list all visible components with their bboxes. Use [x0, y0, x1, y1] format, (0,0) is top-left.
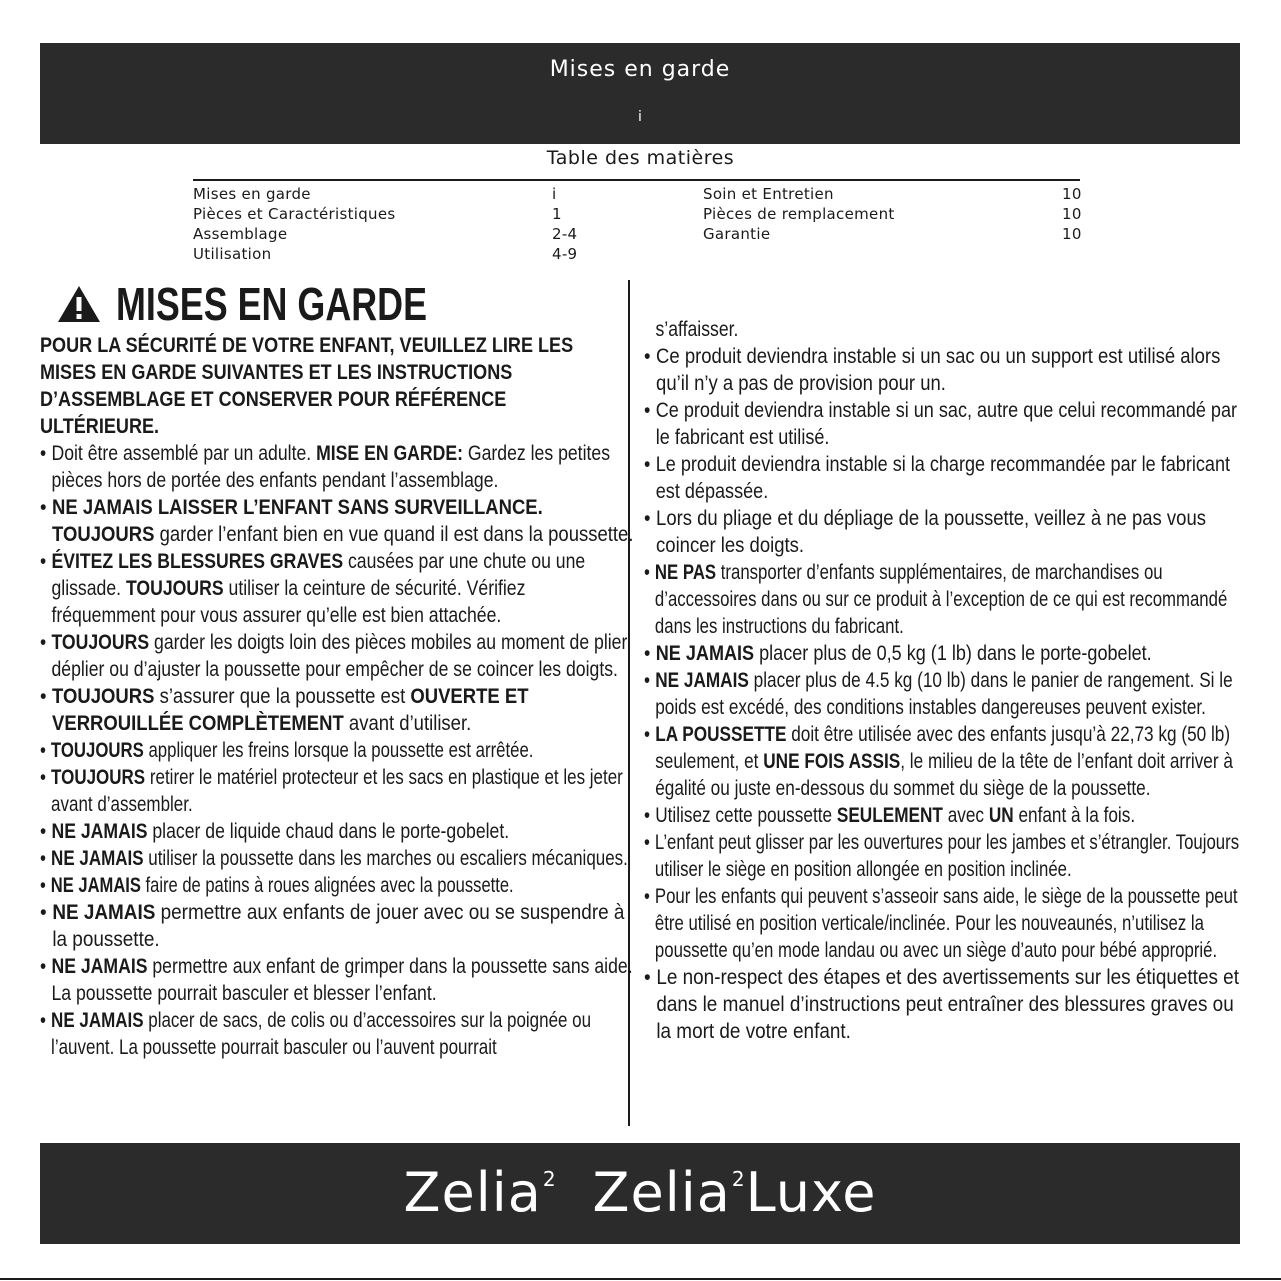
warning-item: [40, 494, 634, 548]
warning-item: [40, 953, 634, 1007]
warning-item: [644, 559, 1247, 640]
brand-superscript-luxe: 2: [731, 1167, 746, 1191]
warning-item: [644, 721, 1247, 802]
warning-text: doit être utilisée avec des enfants jusqu’à 22,73 kg (50 lb) seulement, et: [655, 722, 1231, 773]
bullet-icon: •: [644, 884, 650, 908]
warning-item: [40, 440, 634, 494]
warning-text: causées par une chute ou une glissade.: [51, 549, 586, 600]
bullet-icon: •: [644, 506, 651, 530]
warning-emphasis: TOUJOURS: [52, 522, 155, 546]
bullet-icon: •: [644, 398, 651, 422]
warnings-heading: [56, 278, 622, 330]
warning-text: Utilisez cette poussette: [655, 803, 837, 827]
warnings-title: MISES EN GARDE: [116, 278, 428, 330]
warning-emphasis: TOUJOURS: [125, 576, 224, 600]
bullet-icon: •: [644, 344, 651, 368]
bullet-icon: •: [644, 452, 651, 476]
warning-text: enfant à la fois.: [1013, 803, 1136, 827]
warning-emphasis: NE JAMAIS LAISSER L’ENFANT SANS SURVEILLANCE.: [52, 495, 543, 519]
page-title: Mises en garde: [549, 57, 731, 82]
warning-item: [40, 548, 634, 629]
warning-item: [40, 764, 633, 818]
warning-emphasis: TOUJOURS: [50, 738, 144, 762]
bullet-icon: •: [40, 549, 47, 573]
warning-emphasis: UN: [988, 803, 1014, 827]
warning-text: transporter d’enfants supplémentaires, de marchandises ou d’accessoires dans ou sur ce produit à l’exception de ce qui est recommandé dans les instructions du fabricant.: [654, 560, 1228, 638]
bullet-icon: •: [644, 641, 651, 665]
warning-text: garder les doigts loin des pièces mobiles au moment de plier, déplier ou d’ajuster la poussette pour empêcher de se coincer les doigts.: [51, 630, 632, 681]
warning-item: [40, 845, 633, 872]
toc-page: 10: [1062, 225, 1082, 243]
bullet-icon: •: [644, 560, 650, 584]
warning-text: Lors du pliage et du dépliage de la poussette, veillez à ne pas vous coincer les doigts.: [656, 506, 1206, 557]
warning-item: [644, 667, 1247, 721]
warning-text: permettre aux enfant de grimper dans la poussette sans aide. La poussette pourrait basculer et blesser l’enfant.: [51, 954, 633, 1005]
warning-item: [644, 505, 1248, 559]
warnings-intro: POUR LA SÉCURITÉ DE VOTRE ENFANT, VEUILLEZ LIRE LES MISES EN GARDE SUIVANTES ET LES INSTRUCTIONS D’ASSEMBLAGE ET CONSERVER POUR RÉFÉRENCE ULTÉRIEURE.: [40, 333, 574, 438]
warning-text: Doit être assemblé par un adulte.: [51, 441, 317, 465]
warning-text: Pour les enfants qui peuvent s’asseoir sans aide, le siège de la poussette peut être utilisé en position verticale/inclinée. Pour les nouveaunés, n’utilisez la poussette qu’en mode landau ou avec un siège d’auto pour bébé approprié.: [654, 884, 1238, 962]
warning-text: utiliser la poussette dans les marches ou escaliers mécaniques.: [143, 846, 628, 870]
toc-page: 1: [552, 205, 562, 223]
page-number: i: [638, 109, 642, 125]
warning-text: placer plus de 0,5 kg (1 lb) dans le porte-gobelet.: [754, 641, 1152, 665]
page-bottom-rule: [0, 1278, 1281, 1280]
warning-text: Le non-respect des étapes et des avertissements sur les étiquettes et dans le manuel d’instructions peut entraîner des blessures graves ou la mort de votre enfant.: [656, 965, 1239, 1043]
warning-text: L’enfant peut glisser par les ouvertures pour les jambes et s’étrangler. Toujours utiliser le siège en position allongée en position inclinée.: [654, 830, 1240, 881]
brand-logo: [40, 1161, 1240, 1224]
bullet-icon: •: [40, 738, 46, 762]
warning-text: placer de liquide chaud dans le porte-gobelet.: [147, 819, 510, 843]
bullet-icon: •: [40, 819, 47, 843]
bullet-icon: •: [40, 954, 47, 978]
warning-text: retirer le matériel protecteur et les sacs en plastique et les jeter avant d’assembler.: [51, 765, 623, 816]
warning-text: Gardez les petites pièces hors de portée des enfants pendant l’assemblage.: [51, 441, 611, 492]
warning-emphasis: ÉVITEZ LES BLESSURES GRAVES: [51, 549, 344, 573]
toc-label: Assemblage: [193, 225, 288, 243]
bullet-icon: •: [40, 900, 47, 924]
bullet-icon: •: [644, 965, 651, 989]
bullet-icon: •: [644, 668, 651, 692]
warning-item: [40, 737, 633, 764]
warning-text: permettre aux enfants de jouer avec ou se suspendre à la poussette.: [52, 900, 625, 951]
header-band: [40, 43, 1240, 144]
warning-emphasis: UNE FOIS ASSIS: [763, 749, 901, 773]
warning-text: s’assurer que la poussette est: [154, 684, 411, 708]
bullet-icon: •: [40, 1008, 46, 1032]
warning-item: [40, 872, 633, 899]
warning-item: [40, 1007, 633, 1061]
warning-emphasis: SEULEMENT: [836, 803, 943, 827]
toc-label: Soin et Entretien: [703, 185, 834, 203]
toc-label: Pièces et Caractéristiques: [193, 205, 396, 223]
warning-emphasis: NE JAMAIS: [655, 668, 749, 692]
warning-emphasis: NE JAMAIS: [51, 819, 148, 843]
warning-triangle-icon: [56, 284, 102, 324]
warning-emphasis: NE PAS: [654, 560, 717, 584]
warning-text: avant d’utiliser.: [343, 711, 472, 735]
warning-text: appliquer les freins lorsque la poussette est arrêtée.: [143, 738, 534, 762]
toc-page: 10: [1062, 185, 1082, 203]
bullet-icon: •: [40, 765, 46, 789]
bullet-icon: •: [644, 803, 651, 827]
warning-item: [644, 802, 1247, 829]
bullet-icon: •: [40, 630, 47, 654]
toc-label: Mises en garde: [193, 185, 311, 203]
warning-item: [644, 343, 1248, 397]
brand-name-luxe: Zelia: [592, 1161, 731, 1224]
toc-page: 4-9: [552, 245, 578, 263]
brand-name: Zelia: [403, 1161, 542, 1224]
bullet-icon: •: [644, 722, 651, 746]
warning-text: Le produit deviendra instable si la charge recommandée par le fabricant est dépassée.: [655, 452, 1231, 503]
warning-emphasis: NE JAMAIS: [51, 846, 144, 870]
warning-emphasis: NE JAMAIS: [655, 641, 755, 665]
warnings-right-column: [644, 316, 1240, 1045]
brand-suffix: Luxe: [745, 1161, 877, 1224]
warnings-left-column: [40, 278, 634, 1061]
warning-item: [644, 883, 1247, 964]
bullet-icon: •: [40, 846, 46, 870]
warning-emphasis: TOUJOURS: [52, 684, 155, 708]
bullet-icon: •: [40, 684, 47, 708]
warning-text: Ce produit deviendra instable si un sac ou un support est utilisé alors qu’il n’y a pas de provision pour un.: [656, 344, 1221, 395]
warning-text: placer plus de 4.5 kg (10 lb) dans le panier de rangement. Si le poids est excédé, des conditions instables dangereuses peuvent exister.: [655, 668, 1233, 719]
bullet-icon: •: [40, 873, 46, 897]
warning-emphasis: OUVERTE ET VERROUILLÉE COMPLÈTEMENT: [52, 684, 529, 735]
brand-superscript: 2: [542, 1167, 557, 1191]
warning-emphasis: MISE EN GARDE:: [316, 441, 464, 465]
toc-label: Utilisation: [193, 245, 272, 263]
warning-emphasis: TOUJOURS: [51, 765, 146, 789]
warning-item: [644, 451, 1248, 505]
warning-emphasis: NE JAMAIS: [50, 873, 141, 897]
warning-item: [644, 397, 1248, 451]
warning-item: [40, 899, 634, 953]
toc-divider: [193, 179, 1080, 181]
warning-text: utiliser la ceinture de sécurité. Vérifiez fréquemment pour vous assurer qu’elle est bien attachée.: [51, 576, 526, 627]
warning-text: placer de sacs, de colis ou d’accessoires sur la poignée ou l’auvent. La poussette pourrait basculer ou l’auvent pourrait: [51, 1008, 592, 1059]
warning-text: Ce produit deviendra instable si un sac, autre que celui recommandé par le fabricant est utilisé.: [655, 398, 1238, 449]
bullet-icon: •: [40, 441, 47, 465]
warning-emphasis: NE JAMAIS: [51, 954, 148, 978]
toc-title: Table des matières: [546, 147, 735, 169]
toc-label: Garantie: [703, 225, 771, 243]
warning-item: [644, 640, 1248, 667]
footer-band: [40, 1143, 1240, 1244]
warning-item: [40, 683, 634, 737]
toc-page: i: [552, 185, 557, 203]
warning-item: [40, 629, 634, 683]
warning-emphasis: NE JAMAIS: [52, 900, 156, 924]
warning-emphasis: TOUJOURS: [51, 630, 150, 654]
continued-text: s’affaisser.: [655, 317, 739, 341]
warning-emphasis: NE JAMAIS: [51, 1008, 144, 1032]
warning-item: [644, 964, 1249, 1045]
warning-item: [644, 829, 1247, 883]
warning-text: , le milieu de la tête de l’enfant doit arriver à égalité ou juste en-dessous du sommet du siège de la poussette.: [655, 749, 1233, 800]
warnings-list-left: [40, 440, 634, 1061]
warning-text: avec: [942, 803, 989, 827]
toc-label: Pièces de remplacement: [703, 205, 895, 223]
warning-item: [40, 818, 634, 845]
toc-page: 10: [1062, 205, 1082, 223]
toc-page: 2-4: [552, 225, 578, 243]
warning-text: faire de patins à roues alignées avec la poussette.: [140, 873, 514, 897]
warning-text: garder l’enfant bien en vue quand il est dans la poussette.: [154, 522, 634, 546]
warning-emphasis: LA POUSSETTE: [655, 722, 787, 746]
bullet-icon: •: [644, 830, 650, 854]
bullet-icon: •: [40, 495, 47, 519]
warnings-list-right: [644, 343, 1240, 1045]
